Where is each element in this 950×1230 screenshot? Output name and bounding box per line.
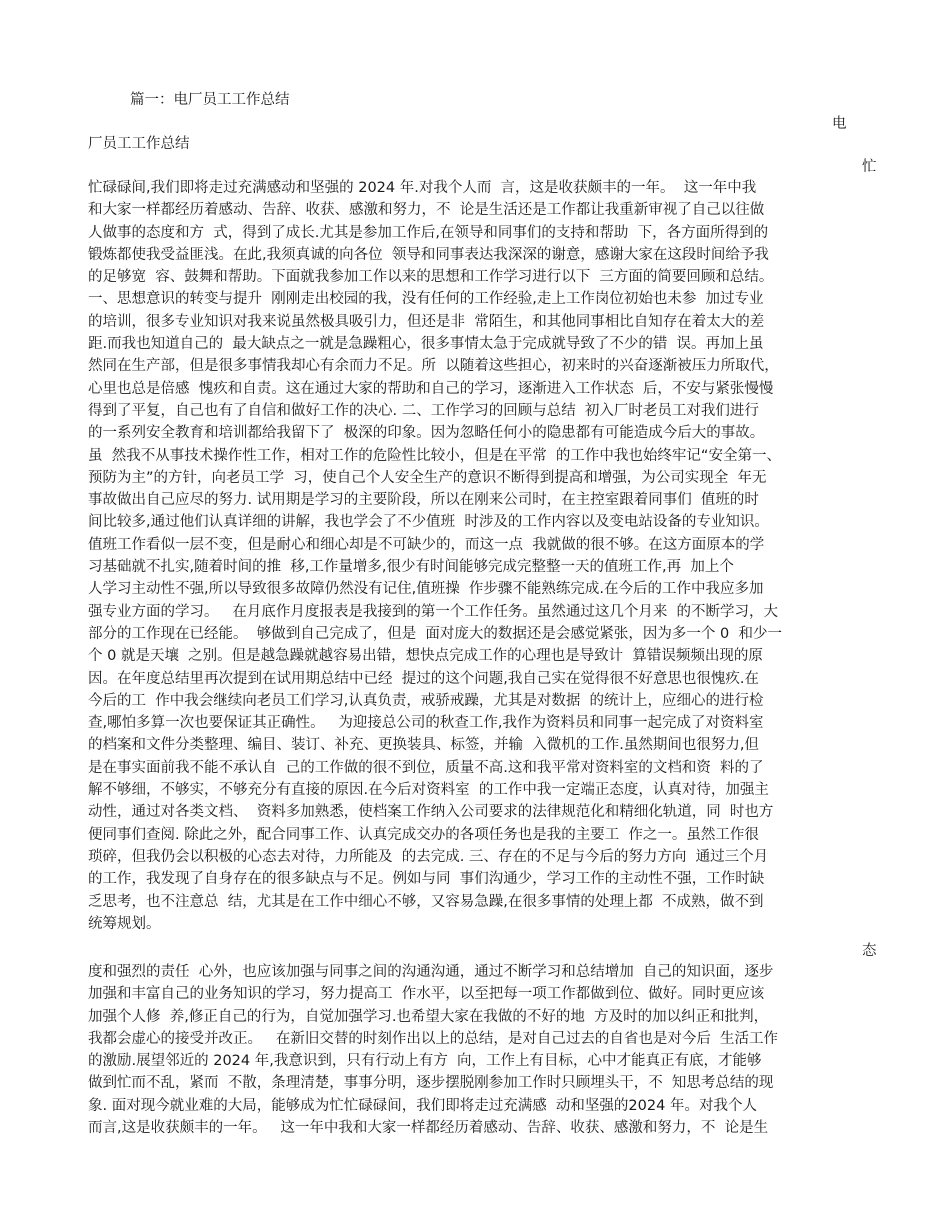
wrapped-body-char: 忙	[862, 159, 877, 175]
text-line: 的工作，我发现了自身存在的很多缺点与不足。例如与同 事们沟通少，学习工作的主动性不强，工作时缺	[88, 871, 765, 888]
text-line: 的一系列安全教育和培训都给我留下了 极深的印象。因为忽略任何小的隐患都有可能造成今后大的事故。	[88, 425, 765, 442]
text-line: 心里也总是倍感 愧疚和自责。这在通过大家的帮助和自己的学习，逐渐进入工作状态 后，不安与紧张慢慢	[88, 380, 774, 397]
text-line: 象. 面对现今就业难的大局，能够成为忙忙碌碌间，我们即将走过充满感 动和坚强的2024 年。对我个人	[88, 1097, 757, 1114]
text-line: 度和强烈的责任 心外，也应该加强与同事之间的沟通沟通，通过不断学习和总结增加 自己的知识面，逐步	[88, 964, 774, 980]
text-line: 的档案和文件分类整理、编目、装订、补充、更换装具、标签，并输 入微机的工作.虽然期间也很努力,但	[88, 737, 759, 754]
text-line: 人做事的态度和方 式，得到了成长.尤其是参加工作后,在领导和同事们的支持和帮助 下，各方面所得到的	[88, 224, 769, 241]
text-line: 人学习主动性不强,所以导致很多故障仍然没有记住,值班操 作步骤不能熟练完成.在今后的工作中我应多加	[88, 581, 764, 598]
text-line: 忙碌碌间,我们即将走过充满感动和坚强的 2024 年.对我个人而 言，这是收获颇丰的一年。 这一年中我	[88, 180, 757, 196]
document-heading: 篇一：电厂员工工作总结	[130, 92, 290, 108]
text-line: 锻炼都使我受益匪浅。在此,我须真诚的向各位 领导和同事表达我深深的谢意，感谢大家在这段时间给予我	[88, 246, 769, 263]
text-line: 然同在生产部，但是很多事情我却心有余而力不足。所 以随着这些担心，初来时的兴奋逐渐被压力所取代，	[88, 358, 779, 375]
text-line: 预防为主”的方针，向老员工学 习，使自己个人安全生产的意识不断得到提高和增强，为公司实现全 年无	[88, 469, 767, 486]
text-line: 解不够细，不够实，不够充分有直接的原因.在今后对资料室 的工作中我一定端正态度，认真对待，加强主	[88, 782, 769, 799]
text-line: 一、思想意识的转变与提升 刚刚走出校园的我，没有任何的工作经验,走上工作岗位初始也未参 加过专业	[88, 291, 764, 308]
text-line: 距.而我也知道自己的 最大缺点之一就是急躁粗心，很多事情太急于完成就导致了不少的错 误。再加上虽	[88, 336, 764, 353]
text-line: 查,哪怕多算一次也要保证其正确性。 为迎接总公司的秋查工作,我作为资料员和同事一起完成了对资料室	[88, 715, 764, 732]
text-line: 琐碎，但我仍会以积极的心态去对待，力所能及 的去完成. 三、存在的不足与今后的努力方向 通过三个月	[88, 848, 769, 865]
text-line: 而言,这是收获颇丰的一年。 这一年中我和大家一样都经历着感动、告辞、收获、感激和努力，不 论是生	[88, 1120, 769, 1137]
text-line: 便同事们查阅. 除此之外，配合同事工作、认真完成交办的各项任务也是我的主要工 作之一。虽然工作很	[88, 826, 759, 843]
text-line: 是在事实面前我不能不承认自 己的工作做的很不到位，质量不高.这和我平常对资料室的文档和资 料的了	[88, 759, 764, 776]
wrapped-title-char: 电	[832, 116, 847, 132]
text-line: 加强和丰富自己的业务知识的学习，努力提高工 作水平，以至把每一项工作都做到位、做好。同时更应该	[88, 986, 765, 1003]
body-paragraph-1	[88, 177, 782, 935]
text-line: 部分的工作现在已经能。 够做到自己完成了，但是 面对庞大的数据还是会感觉紧张，因为多一个 0 和少一	[88, 625, 782, 642]
text-line: 习基础就不扎实,随着时间的推 移,工作量增多,很少有时间能够完成完整整一天的值班工作,再 加上个	[88, 559, 734, 576]
body-paragraph-2	[88, 961, 778, 1139]
text-line: 事故做出自己应尽的努力. 试用期是学习的主要阶段，所以在刚来公司时，在主控室跟着同事们 值班的时	[88, 492, 759, 509]
text-line: 强专业方面的学习。 在月底作月度报表是我接到的第一个工作任务。虽然通过这几个月来 的不断学习，大	[88, 603, 779, 620]
text-line: 和大家一样都经历着感动、告辞、收获、感激和努力，不 论是生活还是工作都让我重新审视了自己以往做	[88, 202, 765, 219]
text-line: 动性，通过对各类文档、 资料多加熟悉，使档案工作纳入公司要求的法律规范化和精细化轨道，同 时也方	[88, 804, 774, 821]
wrapped-body-char: 态	[862, 943, 877, 959]
text-line: 个 0 就是天壤 之别。但是越急躁就越容易出错，想快点完成工作的心理也是导致计 算错误频频出现的原	[88, 648, 763, 665]
text-line: 得到了平复，自己也有了自信和做好工作的决心. 二、工作学习的回顾与总结 初入厂时老员工对我们进行	[88, 402, 759, 419]
text-line: 间比较多,通过他们认真详细的讲解，我也学会了不少值班 时涉及的工作内容以及变电站设备的专业知识。	[88, 514, 769, 531]
text-line: 的激励.展望邻近的 2024 年,我意识到，只有行动上有方 向，工作上有目标，心中才能真正有底，才能够	[88, 1053, 762, 1070]
text-line: 做到忙而不乱，紧而 不散，条理清楚，事事分明，逐步摆脱刚参加工作时只顾埋头干，不 知思考总结的现	[88, 1075, 774, 1092]
text-line: 统筹规划。	[88, 915, 161, 932]
text-line: 我都会虚心的接受并改正。 在新旧交替的时刻作出以上的总结，是对自己过去的自省也是对今后 生活工作	[88, 1030, 779, 1047]
text-line: 乏思考，也不注意总 结，尤其是在工作中细心不够，又容易急躁,在很多事情的处理上都 不成熟，做不到	[88, 893, 764, 910]
text-line: 的足够宽 容、鼓舞和帮助。下面就我参加工作以来的思想和工作学习进行以下 三方面的简要回顾和总结。	[88, 269, 774, 286]
text-line: 因。在年度总结里再次提到在试用期总结中已经 提过的这个问题,我自己实在觉得很不好意思也很愧疚.在	[88, 670, 759, 687]
document-subtitle: 厂员工工作总结	[88, 136, 190, 152]
text-line: 加强个人修 养,修正自己的行为，自觉加强学习.也希望大家在我做的不好的地 方及时的加以纠正和批判，	[88, 1008, 769, 1025]
text-line: 虽 然我不从事技术操作性工作，相对工作的危险性比较小，但是在平常 的工作中我也始终牢记“安全第一、	[88, 447, 781, 464]
text-line: 今后的工 作中我会继续向老员工们学习,认真负责，戒骄戒躁，尤其是对数据 的统计上，应细心的进行检	[88, 692, 764, 709]
text-line: 的培训，很多专业知识对我来说虽然极具吸引力，但还是非 常陌生，和其他同事相比自知存在着太大的差	[88, 313, 765, 330]
text-line: 值班工作看似一层不变，但是耐心和细心却是不可缺少的，而这一点 我就做的很不够。在这方面原本的学	[88, 536, 765, 553]
